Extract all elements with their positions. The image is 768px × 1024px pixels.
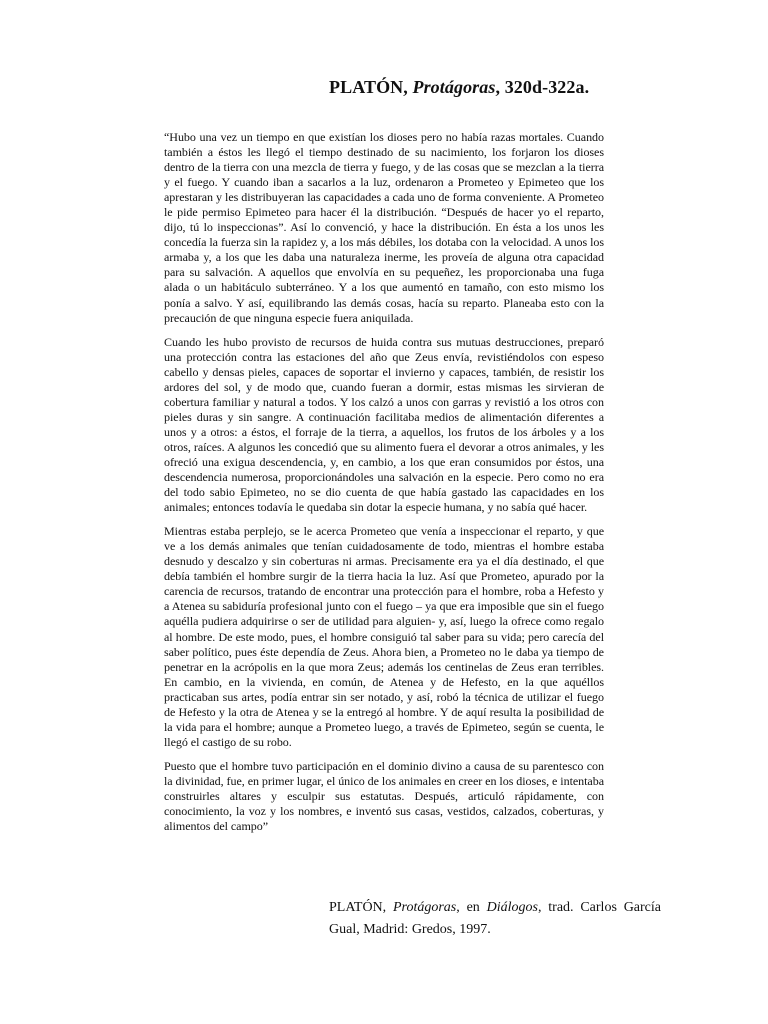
paragraph-2: Cuando les hubo provisto de recursos de huida contra sus mutuas destrucciones, preparó una protección contra las estaciones del año que Zeus envía, revistiéndolos con espeso cabello y densas pieles, capaces de soportar el invierno y capaces, también, de resistir los ardores del sol, y de modo que, cuando fueran a dormir, estas mismas les sirvieran de cobertura familiar y natural a todos. Y los calzó a unos con garras y revistió a los otros con pieles duras y sin sangre. A continuación facilitaba medios de alimentación diferentes a unos y a otros: a éstos, el forraje de la tierra, a aquellos, los frutos de los árboles y a los otros, raíces. A algunos les concedió que su alimento fuera el devorar a otros animales, y les ofreció una exigua descendencia, y, en cambio, a los que eran consumidos por éstos, una descendencia numerosa, proporcionándoles una salvación en la especie. Pero como no era del todo sabio Epimeteo, no se dio cuenta de que había gastado las capacidades en los animales; entonces todavía le quedaba sin dotar la especie humana, y no sabía qué hacer. [164, 334, 604, 515]
citation-separator: , en [456, 900, 487, 915]
paragraph-3: Mientras estaba perplejo, se le acerca Prometeo que venía a inspeccionar el reparto, y que ve a los demás animales que tenían cuidadosamente de todo, mientras el hombre estaba desnudo y descalzo y sin coberturas ni armas. Precisamente era ya el día destinado, el que debía también el hombre surgir de la tierra hacia la luz. Así que Prometeo, apurado por la carencia de recursos, tratando de encontrar una protección para el hombre, roba a Hefesto y a Atenea su sabiduría profesional junto con el fuego – ya que era imposible que sin el fuego aquélla pudiera adquirirse o ser de utilidad para alguien- y, así, luego la ofrece como regalo al hombre. De este modo, pues, el hombre consiguió tal saber para su vida; pero carecía del saber político, pues éste dependía de Zeus. Ahora bien, a Prometeo no le daba ya tiempo de penetrar en la acrópolis en la que mora Zeus; además los centinelas de Zeus eran terribles. En cambio, en la vivienda, en común, de Atenea y de Hefesto, en la que aquéllos practicaban sus artes, podía entrar sin ser notado, y así, robó la técnica de utilizar el fuego de Hefesto y la otra de Atenea y se la entregó al hombre. Y de aquí resulta la posibilidad de la vida para el hombre; aunque a Prometeo luego, a través de Epimeteo, según se cuenta, le llegó el castigo de su robo. [164, 524, 604, 749]
citation-book: Diálogos [486, 900, 538, 915]
paragraph-4: Puesto que el hombre tuvo participación en el dominio divino a causa de su parentesco con la divinidad, fue, en primer lugar, el único de los animales en creer en los dioses, e intentaba construirles altares y esculpir sus estatutas. Después, articuló rápidamente, con conocimiento, la voz y los nombres, e inventó sus casas, vestidos, calzados, coberturas, y alimentos del campo” [164, 758, 604, 834]
paragraph-1: “Hubo una vez un tiempo en que existían los dioses pero no había razas mortales. Cuando también a éstos les llegó el tiempo destinado de su nacimiento, los forjaron los dioses dentro de la tierra con una mezcla de tierra y fuego, y de las cosas que se mezclan a la tierra y el fuego. Y cuando iban a sacarlos a la luz, ordenaron a Prometeo y Epimeteo que los aprestaran y les distribuyeran las capacidades a cada uno de forma conveniente. A Prometeo le pide permiso Epimeteo para hacer él la distribución. “Después de hacer yo el reparto, dijo, tú lo inspeccionas”. Así lo convenció, y hace la distribución. En ésta a los unos les concedía la fuerza sin la rapidez y, a los más débiles, los dotaba con la velocidad. A unos los armaba y, a los que les daba una naturaleza inerme, les proveía de alguna otra capacidad para su salvación. A aquellos que envolvía en su pequeñez, les proporcionaba una fuga alada o un habitáculo subterráneo. Y a los que aumentó en tamaño, con esto mismo los ponía a salvo. Y así, equilibrando las demás cosas, hacía su reparto. Planeaba esto con la precaución de que ninguna especie fuera aniquilada. [164, 130, 604, 325]
title-reference: , 320d-322a. [495, 77, 590, 97]
quoted-text [164, 130, 604, 843]
title-author: PLATÓN, [329, 77, 413, 97]
citation-work: Protágoras [392, 900, 457, 915]
citation-details: , trad. Carlos García Gual, Madrid: Gredos, 1997. [329, 900, 662, 937]
page-title [329, 77, 589, 98]
citation [329, 897, 661, 941]
citation-author: PLATÓN, [329, 900, 393, 915]
title-work: Protágoras [412, 77, 496, 97]
